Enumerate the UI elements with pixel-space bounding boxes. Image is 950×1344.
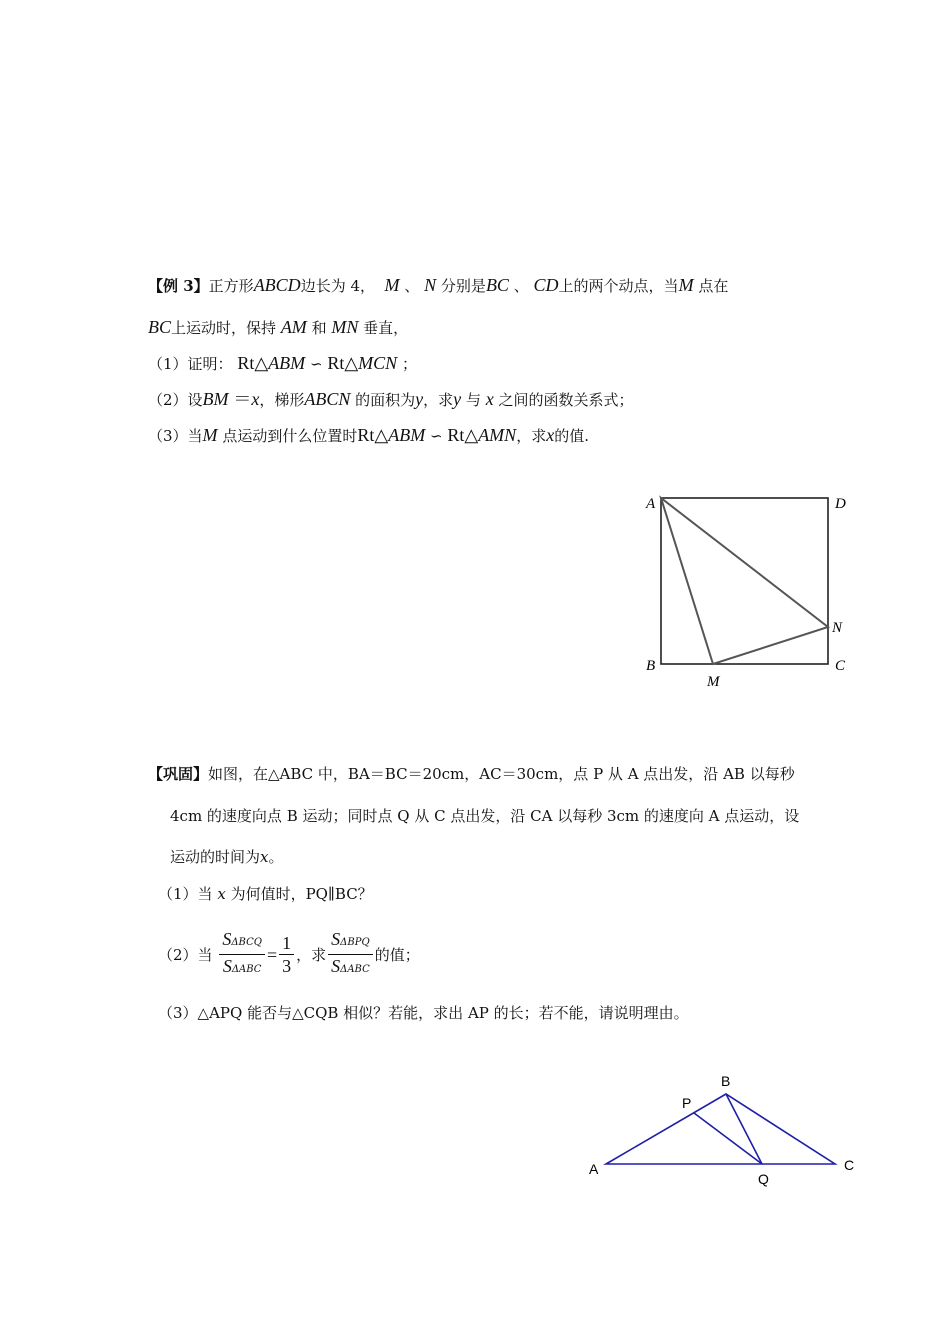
s-symbol: S	[222, 929, 232, 949]
math-x: x	[260, 848, 269, 866]
text: 点在	[698, 277, 729, 295]
denominator-three: 3	[282, 956, 292, 976]
text: 、	[513, 277, 529, 295]
math-x: x	[251, 389, 260, 409]
text: 的面积为	[355, 391, 416, 409]
equals: ＝	[233, 389, 252, 409]
math-abm: ABM	[268, 353, 306, 373]
math-bc: BC	[148, 317, 172, 337]
gonggu-line-2	[170, 805, 799, 827]
text: 之间的函数关系式；	[498, 391, 634, 409]
triangle-figure	[580, 1066, 870, 1196]
text: 边长为 4，	[300, 277, 375, 295]
ex3-q2	[148, 388, 634, 411]
fraction-one-third	[279, 933, 294, 977]
math-y: y	[415, 389, 424, 409]
label-c: C	[844, 1157, 855, 1173]
similar-sign: ∽	[309, 355, 323, 373]
label-n: N	[832, 620, 843, 636]
text: （1）证明：	[148, 355, 233, 373]
label-b: B	[646, 658, 656, 674]
math-abcd: ABCD	[253, 275, 301, 295]
s-symbol: S	[331, 956, 341, 976]
fraction-bcq-abc	[219, 929, 265, 981]
ex3-line-1	[148, 274, 728, 297]
gonggu-line-3	[170, 846, 284, 868]
s-symbol: S	[331, 929, 341, 949]
gonggu-tag: 【巩固】	[148, 765, 209, 783]
text: 垂直，	[363, 319, 409, 337]
math-m: M	[202, 425, 218, 445]
sub-bcq: ΔBCQ	[231, 937, 262, 948]
math-y: y	[453, 389, 462, 409]
text: 上的两个动点，当	[558, 277, 679, 295]
math-n: N	[424, 275, 437, 295]
math-mcn: MCN	[358, 353, 398, 373]
text: 的值；	[374, 946, 420, 964]
sub-abc: ΔABC	[231, 964, 262, 975]
gonggu-line-1	[148, 763, 795, 785]
math-abm: ABM	[388, 425, 426, 445]
text: （2）当	[158, 946, 213, 964]
text: ；	[401, 355, 417, 373]
math-bm: BM	[202, 389, 229, 409]
gonggu-q1	[158, 883, 373, 905]
math-x: x	[546, 425, 555, 445]
math-m: M	[384, 275, 400, 295]
math-bc: BC	[485, 275, 509, 295]
numerator-one: 1	[279, 933, 294, 955]
label-q: Q	[758, 1171, 769, 1187]
text: ，求	[296, 946, 327, 964]
text: （1）当	[158, 885, 213, 903]
gonggu-q2	[158, 926, 420, 983]
math-am: AM	[280, 317, 307, 337]
text: 上运动时，保持	[171, 319, 277, 337]
text: 和	[311, 319, 327, 337]
text: 分别是	[440, 277, 486, 295]
label-m: M	[707, 674, 720, 690]
text: 与	[465, 391, 481, 409]
text: 。	[268, 848, 284, 866]
label-b: B	[721, 1073, 731, 1089]
ex3-tag: 【例 3】	[148, 277, 209, 295]
label-d: D	[835, 496, 846, 512]
fraction-bpq-abc	[328, 929, 373, 981]
text: （3）△APQ 能否与△CQB 相似？若能，求出 AP 的长；若不能，请说明理由。	[158, 1004, 689, 1022]
text: ，梯形	[259, 391, 305, 409]
text: ，求	[423, 391, 454, 409]
text: 的值.	[554, 427, 589, 445]
sub-abc: ΔABC	[340, 964, 370, 975]
sub-bpq: ΔBPQ	[340, 937, 370, 948]
text: 、	[404, 277, 420, 295]
text: 4cm 的速度向点 B 运动；同时点 Q 从 C 点出发，沿 CA 以每秒 3cm 的速度向 A 点运动，设	[170, 807, 800, 825]
text: 点运动到什么位置时	[222, 427, 358, 445]
label-a: A	[646, 496, 656, 512]
text: （2）设	[148, 391, 203, 409]
equals: =	[266, 945, 278, 965]
math-m: M	[678, 275, 694, 295]
text: 正方形	[208, 277, 254, 295]
math-mn: MN	[331, 317, 359, 337]
math-abcn: ABCN	[304, 389, 351, 409]
label-c: C	[835, 658, 846, 674]
s-symbol: S	[222, 956, 232, 976]
rt-tri: Rt△	[357, 425, 389, 445]
math-cd: CD	[533, 275, 559, 295]
text: （3）当	[148, 427, 203, 445]
ex3-line-2	[148, 316, 408, 339]
math-x: x	[485, 389, 494, 409]
label-p: P	[682, 1095, 692, 1111]
square-figure	[640, 488, 860, 698]
similar-sign: ∽	[429, 427, 443, 445]
text: 如图，在△ABC 中，BA＝BC＝20cm，AC＝30cm，点 P 从 A 点出发，沿 AB 以每秒	[208, 765, 795, 783]
ex3-q3	[148, 424, 589, 447]
gonggu-q3	[158, 1002, 689, 1024]
text: ，求	[516, 427, 547, 445]
rt-tri: Rt△	[327, 353, 359, 373]
text: 运动的时间为	[170, 848, 261, 866]
rt-tri: Rt△	[237, 353, 269, 373]
rt-tri: Rt△	[447, 425, 479, 445]
math-amn: AMN	[478, 425, 517, 445]
text: 为何值时，PQ∥BC？	[230, 885, 373, 903]
math-x: x	[217, 885, 226, 903]
ex3-q1	[148, 352, 417, 375]
label-a: A	[589, 1161, 599, 1177]
